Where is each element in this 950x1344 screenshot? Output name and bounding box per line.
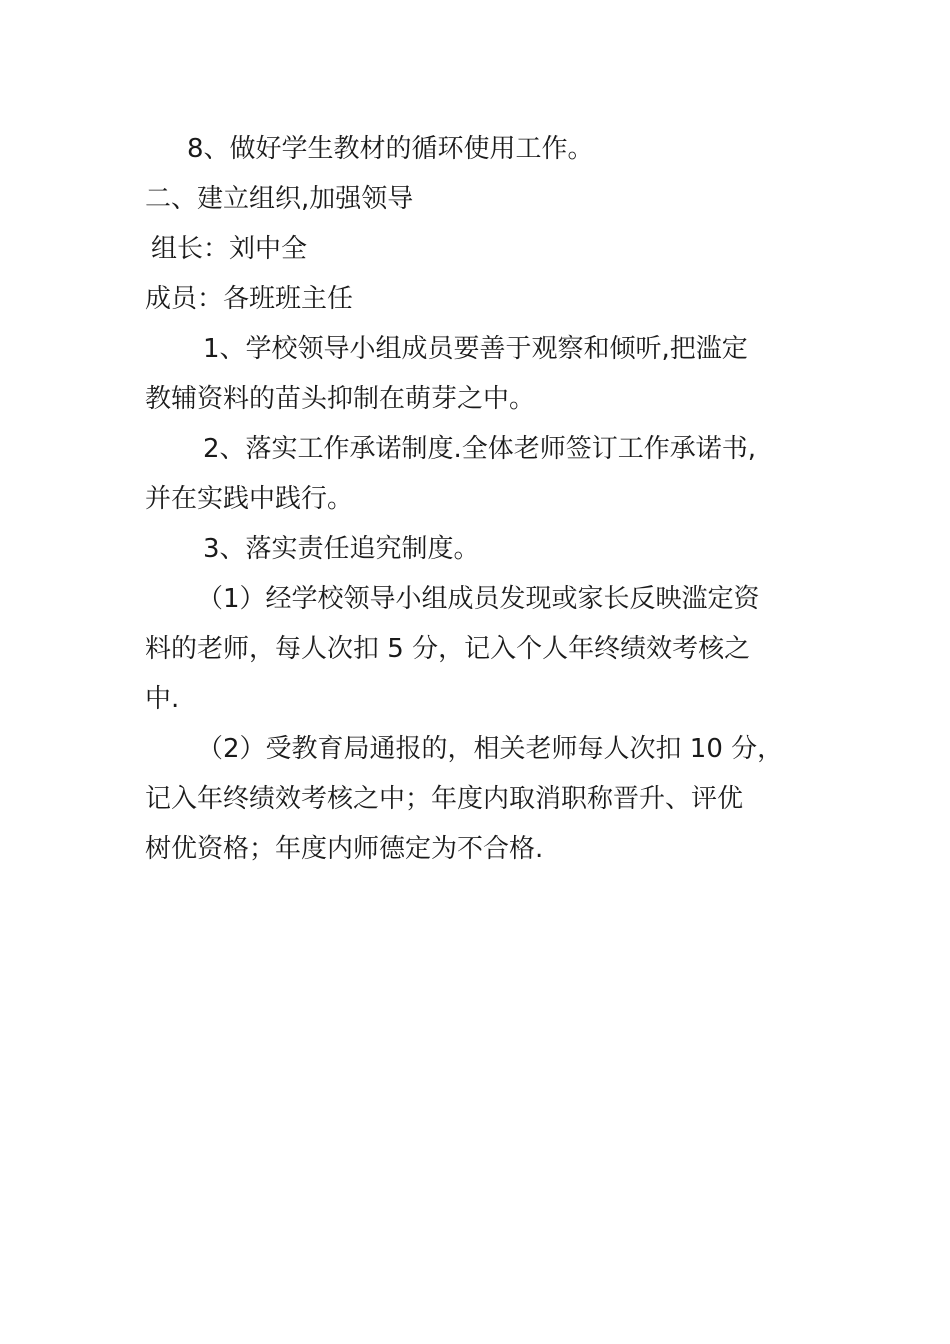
- paragraph-2-line-2: 并在实践中践行。: [145, 484, 354, 514]
- paragraph-2-line-1: 2、落实工作承诺制度.全体老师签订工作承诺书,: [203, 434, 757, 464]
- subitem-2-line-2: 记入年终绩效考核之中；年度内取消职称晋升、评优: [145, 784, 744, 814]
- section-heading-2: 二、建立组织,加强领导: [145, 184, 414, 214]
- subitem-2-line-1: （2）受教育局通报的，相关老师每人次扣 10 分，: [197, 734, 784, 764]
- paragraph-3-line-1: 3、落实责任追究制度。: [203, 534, 480, 564]
- group-leader-line: 组长：刘中全: [151, 234, 308, 264]
- paragraph-1-line-2: 教辅资料的苗头抑制在萌芽之中。: [145, 384, 536, 414]
- subitem-2-line-3: 树优资格；年度内师德定为不合格.: [145, 834, 544, 864]
- subitem-1-line-1: （1）经学校领导小组成员发现或家长反映滥定资: [197, 584, 760, 614]
- paragraph-1-line-1: 1、学校领导小组成员要善于观察和倾听,把滥定: [203, 334, 748, 364]
- subitem-1-line-3: 中.: [145, 684, 180, 714]
- text-line-item-8: 8、做好学生教材的循环使用工作。: [187, 134, 594, 164]
- subitem-1-line-2: 料的老师，每人次扣 5 分，记入个人年终绩效考核之: [145, 634, 751, 664]
- members-line: 成员：各班班主任: [145, 284, 354, 314]
